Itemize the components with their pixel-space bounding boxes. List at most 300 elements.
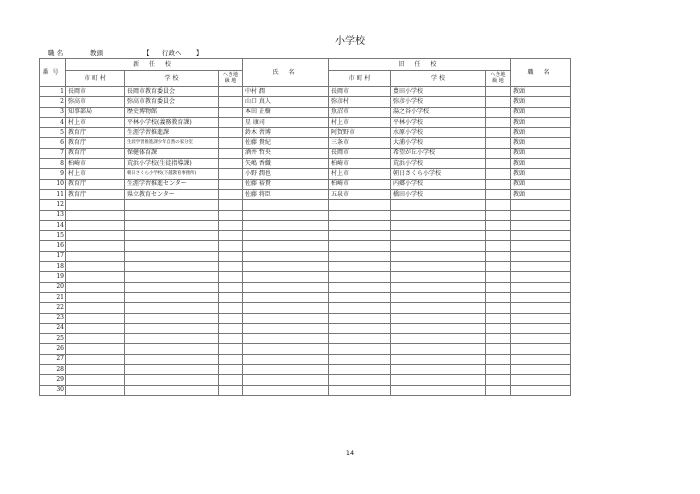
new-remote-cell — [219, 323, 243, 333]
new-school-cell: 県立教育センター — [125, 189, 219, 199]
old-school-cell — [391, 262, 486, 272]
new-school-cell — [125, 292, 219, 302]
table-row — [40, 262, 571, 272]
new-city-cell — [66, 220, 125, 230]
name-cell: 鈴木 習博 — [243, 128, 329, 138]
old-remote-cell — [486, 313, 511, 323]
personnel-table — [39, 58, 571, 396]
row-number: 21 — [40, 292, 66, 302]
position-cell: 教頭 — [511, 87, 571, 97]
new-remote-cell — [219, 272, 243, 282]
position-cell — [511, 262, 571, 272]
new-school-cell — [125, 282, 219, 292]
row-number: 8 — [40, 159, 66, 169]
old-remote-cell — [486, 354, 511, 364]
table-row — [40, 344, 571, 354]
row-number: 19 — [40, 272, 66, 282]
old-remote-cell — [486, 385, 511, 395]
old-school-cell — [391, 272, 486, 282]
table-row — [40, 138, 571, 148]
table-row — [40, 148, 571, 158]
position-cell — [511, 303, 571, 313]
old-school-cell: 平林小学校 — [391, 117, 486, 127]
old-school-cell — [391, 231, 486, 241]
table-row — [40, 128, 571, 138]
row-number: 24 — [40, 323, 66, 333]
old-remote-cell — [486, 241, 511, 251]
row-number: 17 — [40, 251, 66, 261]
table-row — [40, 334, 571, 344]
new-school-cell — [125, 272, 219, 282]
position-cell — [511, 231, 571, 241]
position-cell — [511, 272, 571, 282]
old-city-cell: 三条市 — [329, 138, 391, 148]
new-remote-cell — [219, 87, 243, 97]
row-number: 3 — [40, 107, 66, 117]
position-cell — [511, 375, 571, 385]
old-city-cell: 柏崎市 — [329, 159, 391, 169]
new-city-cell — [66, 354, 125, 364]
old-school-cell: 橋田小学校 — [391, 189, 486, 199]
old-city-cell — [329, 241, 391, 251]
new-remote-cell — [219, 97, 243, 107]
position-cell — [511, 241, 571, 251]
table-row — [40, 189, 571, 199]
header-new-school-group: 新 任 校 — [66, 59, 243, 71]
new-city-cell — [66, 210, 125, 220]
old-city-cell: 魚沼市 — [329, 107, 391, 117]
new-city-cell — [66, 251, 125, 261]
row-number: 13 — [40, 210, 66, 220]
position-cell: 教頭 — [511, 138, 571, 148]
row-number: 25 — [40, 334, 66, 344]
old-school-cell: 朝日さくら小学校 — [391, 169, 486, 179]
position-cell — [511, 385, 571, 395]
position-cell — [511, 365, 571, 375]
header-new-remote: へき地 級 地 — [219, 71, 243, 87]
old-remote-cell — [486, 148, 511, 158]
position-cell: 教頭 — [511, 128, 571, 138]
old-city-cell — [329, 272, 391, 282]
new-school-cell — [125, 231, 219, 241]
old-remote-cell — [486, 117, 511, 127]
row-number: 10 — [40, 179, 66, 189]
old-remote-cell — [486, 344, 511, 354]
job-title-label: 職 名 — [48, 49, 64, 57]
row-number: 9 — [40, 169, 66, 179]
name-cell — [243, 282, 329, 292]
row-number: 6 — [40, 138, 66, 148]
old-city-cell — [329, 375, 391, 385]
new-city-cell — [66, 200, 125, 210]
old-school-cell: 大浦小学校 — [391, 138, 486, 148]
table-row — [40, 303, 571, 313]
new-school-cell: 歴史博物館 — [125, 107, 219, 117]
name-cell — [243, 354, 329, 364]
page-title: 小学校 — [335, 36, 365, 47]
new-city-cell: 教育庁 — [66, 189, 125, 199]
old-remote-cell — [486, 303, 511, 313]
new-city-cell: 知事部局 — [66, 107, 125, 117]
position-cell — [511, 344, 571, 354]
new-remote-cell — [219, 138, 243, 148]
table-row — [40, 97, 571, 107]
name-cell: 本田 正樹 — [243, 107, 329, 117]
bracket-close: 】 — [196, 49, 203, 57]
table-row — [40, 87, 571, 97]
new-school-cell — [125, 241, 219, 251]
old-remote-cell — [486, 262, 511, 272]
new-school-cell — [125, 262, 219, 272]
old-city-cell — [329, 210, 391, 220]
old-city-cell: 村上市 — [329, 169, 391, 179]
new-remote-cell — [219, 365, 243, 375]
old-school-cell — [391, 282, 486, 292]
new-school-cell — [125, 210, 219, 220]
old-city-cell — [329, 313, 391, 323]
new-school-cell: 長岡市教育委員会 — [125, 87, 219, 97]
table-row — [40, 375, 571, 385]
position-cell — [511, 292, 571, 302]
table-row — [40, 292, 571, 302]
old-city-cell — [329, 231, 391, 241]
header-old-school: 学 校 — [391, 71, 486, 87]
row-number: 26 — [40, 344, 66, 354]
new-school-cell: 荒浜小学校(生徒指導課) — [125, 159, 219, 169]
table-row — [40, 220, 571, 230]
new-city-cell — [66, 272, 125, 282]
old-remote-cell — [486, 87, 511, 97]
new-remote-cell — [219, 334, 243, 344]
name-cell — [243, 220, 329, 230]
table-row — [40, 117, 571, 127]
name-cell — [243, 200, 329, 210]
new-remote-cell — [219, 107, 243, 117]
position-cell — [511, 354, 571, 364]
old-school-cell — [391, 334, 486, 344]
old-school-cell — [391, 323, 486, 333]
new-city-cell: 村上市 — [66, 117, 125, 127]
name-cell: 中村 潤 — [243, 87, 329, 97]
row-number: 11 — [40, 189, 66, 199]
new-school-cell — [125, 375, 219, 385]
new-city-cell — [66, 385, 125, 395]
new-school-cell: 生涯学習推進センター — [125, 179, 219, 189]
new-remote-cell — [219, 220, 243, 230]
new-remote-cell — [219, 148, 243, 158]
new-city-cell — [66, 313, 125, 323]
old-remote-cell — [486, 179, 511, 189]
new-remote-cell — [219, 231, 243, 241]
page-number: 14 — [345, 449, 355, 457]
new-remote-cell — [219, 354, 243, 364]
table-row — [40, 107, 571, 117]
old-remote-cell — [486, 169, 511, 179]
old-city-cell — [329, 251, 391, 261]
row-number: 4 — [40, 117, 66, 127]
position-cell — [511, 210, 571, 220]
old-city-cell — [329, 200, 391, 210]
row-number: 12 — [40, 200, 66, 210]
old-remote-cell — [486, 159, 511, 169]
new-school-cell: 弥高市教育委員会 — [125, 97, 219, 107]
old-city-cell: 阿賀野市 — [329, 128, 391, 138]
name-cell — [243, 313, 329, 323]
old-city-cell: 五泉市 — [329, 189, 391, 199]
new-remote-cell — [219, 200, 243, 210]
new-remote-cell — [219, 159, 243, 169]
old-city-cell: 柏崎市 — [329, 179, 391, 189]
name-cell — [243, 375, 329, 385]
table-row — [40, 231, 571, 241]
new-city-cell: 弥高市 — [66, 97, 125, 107]
name-cell: 佐藤 貴紀 — [243, 138, 329, 148]
new-city-cell — [66, 303, 125, 313]
position-cell: 教頭 — [511, 148, 571, 158]
position-cell: 教頭 — [511, 117, 571, 127]
bracket-open: 【 — [143, 49, 150, 57]
row-number: 27 — [40, 354, 66, 364]
position-cell: 教頭 — [511, 179, 571, 189]
table-row — [40, 179, 571, 189]
new-city-cell — [66, 282, 125, 292]
old-school-cell — [391, 365, 486, 375]
job-title-value: 教頭 — [90, 49, 103, 57]
new-remote-cell — [219, 375, 243, 385]
old-city-cell — [329, 385, 391, 395]
row-number: 23 — [40, 313, 66, 323]
row-number: 1 — [40, 87, 66, 97]
name-cell: 酒井 哲央 — [243, 148, 329, 158]
name-cell — [243, 344, 329, 354]
new-city-cell — [66, 262, 125, 272]
old-school-cell — [391, 292, 486, 302]
new-school-cell: 朝日さくら小学校(下越教育事務所) — [125, 169, 219, 179]
new-school-cell — [125, 323, 219, 333]
new-school-cell — [125, 200, 219, 210]
new-school-cell: 保健体育課 — [125, 148, 219, 158]
name-cell — [243, 241, 329, 251]
old-school-cell — [391, 344, 486, 354]
name-cell: 矢嶋 香織 — [243, 159, 329, 169]
table-row — [40, 385, 571, 395]
position-cell: 教頭 — [511, 159, 571, 169]
old-school-cell: 希望が丘小学校 — [391, 148, 486, 158]
header-new-school: 学 校 — [125, 71, 219, 87]
table-row — [40, 251, 571, 261]
old-remote-cell — [486, 189, 511, 199]
new-remote-cell — [219, 169, 243, 179]
old-remote-cell — [486, 220, 511, 230]
header-old-school-group: 旧 任 校 — [329, 59, 511, 71]
name-cell — [243, 272, 329, 282]
position-cell: 教頭 — [511, 169, 571, 179]
new-remote-cell — [219, 385, 243, 395]
new-city-cell — [66, 344, 125, 354]
row-number: 30 — [40, 385, 66, 395]
row-number: 15 — [40, 231, 66, 241]
old-remote-cell — [486, 128, 511, 138]
name-cell — [243, 210, 329, 220]
table-row — [40, 323, 571, 333]
table-row — [40, 365, 571, 375]
new-remote-cell — [219, 179, 243, 189]
old-remote-cell — [486, 365, 511, 375]
old-school-cell — [391, 200, 486, 210]
row-number: 16 — [40, 241, 66, 251]
new-remote-cell — [219, 251, 243, 261]
new-remote-cell — [219, 210, 243, 220]
old-city-cell: 長岡市 — [329, 148, 391, 158]
name-cell — [243, 365, 329, 375]
position-cell: 教頭 — [511, 97, 571, 107]
new-city-cell: 柏崎市 — [66, 159, 125, 169]
old-school-cell: 荒浜小学校 — [391, 159, 486, 169]
old-school-cell — [391, 385, 486, 395]
new-school-cell: 平林小学校(義務教育課) — [125, 117, 219, 127]
new-city-cell: 教育庁 — [66, 128, 125, 138]
new-remote-cell — [219, 344, 243, 354]
old-city-cell: 村上市 — [329, 117, 391, 127]
old-school-cell — [391, 251, 486, 261]
new-remote-cell — [219, 282, 243, 292]
new-school-cell: 生涯学習推進課 — [125, 128, 219, 138]
new-city-cell: 村上市 — [66, 169, 125, 179]
category-label: 行政へ — [162, 49, 182, 57]
old-remote-cell — [486, 282, 511, 292]
new-city-cell — [66, 292, 125, 302]
row-number: 20 — [40, 282, 66, 292]
old-school-cell: 豊田小学校 — [391, 87, 486, 97]
old-city-cell — [329, 220, 391, 230]
old-school-cell — [391, 313, 486, 323]
row-number: 5 — [40, 128, 66, 138]
name-cell — [243, 231, 329, 241]
position-cell — [511, 251, 571, 261]
header-old-city: 市 町 村 — [329, 71, 391, 87]
old-school-cell: 水原小学校 — [391, 128, 486, 138]
position-cell — [511, 200, 571, 210]
header-new-city: 市 町 村 — [66, 71, 125, 87]
new-remote-cell — [219, 128, 243, 138]
new-city-cell — [66, 334, 125, 344]
table-row — [40, 241, 571, 251]
new-remote-cell — [219, 313, 243, 323]
old-remote-cell — [486, 334, 511, 344]
new-school-cell — [125, 365, 219, 375]
old-remote-cell — [486, 323, 511, 333]
new-remote-cell — [219, 189, 243, 199]
old-city-cell — [329, 344, 391, 354]
row-number: 29 — [40, 375, 66, 385]
old-city-cell — [329, 292, 391, 302]
position-cell — [511, 323, 571, 333]
old-city-cell — [329, 334, 391, 344]
new-city-cell: 長岡市 — [66, 87, 125, 97]
name-cell: 小野 潤也 — [243, 169, 329, 179]
new-city-cell — [66, 365, 125, 375]
old-school-cell: 弥彦小学校 — [391, 97, 486, 107]
new-remote-cell — [219, 303, 243, 313]
old-city-cell — [329, 262, 391, 272]
new-city-cell — [66, 323, 125, 333]
old-city-cell — [329, 354, 391, 364]
row-number: 28 — [40, 365, 66, 375]
new-city-cell — [66, 231, 125, 241]
new-school-cell — [125, 251, 219, 261]
new-city-cell: 教育庁 — [66, 148, 125, 158]
table-row — [40, 210, 571, 220]
table-row — [40, 313, 571, 323]
old-remote-cell — [486, 292, 511, 302]
new-school-cell — [125, 385, 219, 395]
header-position: 職 名 — [511, 59, 571, 87]
name-cell: 佐藤 将臣 — [243, 189, 329, 199]
old-school-cell — [391, 303, 486, 313]
new-school-cell: 生涯学習推進課少年自然の家分室 — [125, 138, 219, 148]
old-remote-cell — [486, 251, 511, 261]
table-row — [40, 282, 571, 292]
new-city-cell — [66, 375, 125, 385]
table-row — [40, 354, 571, 364]
new-school-cell — [125, 334, 219, 344]
new-city-cell — [66, 241, 125, 251]
header-old-remote: へき地 級 地 — [486, 71, 511, 87]
header-number: 番号 — [40, 59, 66, 87]
old-school-cell: 内郷小学校 — [391, 179, 486, 189]
old-school-cell — [391, 210, 486, 220]
new-remote-cell — [219, 241, 243, 251]
name-cell: 星 康司 — [243, 117, 329, 127]
old-remote-cell — [486, 200, 511, 210]
name-cell — [243, 262, 329, 272]
old-school-cell — [391, 375, 486, 385]
old-city-cell — [329, 365, 391, 375]
table-row — [40, 159, 571, 169]
name-cell — [243, 385, 329, 395]
old-city-cell — [329, 282, 391, 292]
row-number: 22 — [40, 303, 66, 313]
old-remote-cell — [486, 231, 511, 241]
new-school-cell — [125, 354, 219, 364]
row-number: 2 — [40, 97, 66, 107]
name-cell — [243, 303, 329, 313]
table-row — [40, 200, 571, 210]
new-remote-cell — [219, 262, 243, 272]
name-cell — [243, 323, 329, 333]
table-row — [40, 272, 571, 282]
new-school-cell — [125, 344, 219, 354]
name-cell — [243, 334, 329, 344]
old-remote-cell — [486, 210, 511, 220]
new-remote-cell — [219, 117, 243, 127]
row-number: 18 — [40, 262, 66, 272]
old-school-cell — [391, 220, 486, 230]
old-school-cell — [391, 354, 486, 364]
old-city-cell — [329, 323, 391, 333]
new-school-cell — [125, 313, 219, 323]
new-city-cell: 教育庁 — [66, 179, 125, 189]
old-remote-cell — [486, 107, 511, 117]
position-cell — [511, 313, 571, 323]
position-cell: 教頭 — [511, 189, 571, 199]
header-name: 氏 名 — [243, 59, 329, 87]
row-number: 7 — [40, 148, 66, 158]
table-row — [40, 169, 571, 179]
old-remote-cell — [486, 375, 511, 385]
name-cell: 佐藤 裕貴 — [243, 179, 329, 189]
row-number: 14 — [40, 220, 66, 230]
